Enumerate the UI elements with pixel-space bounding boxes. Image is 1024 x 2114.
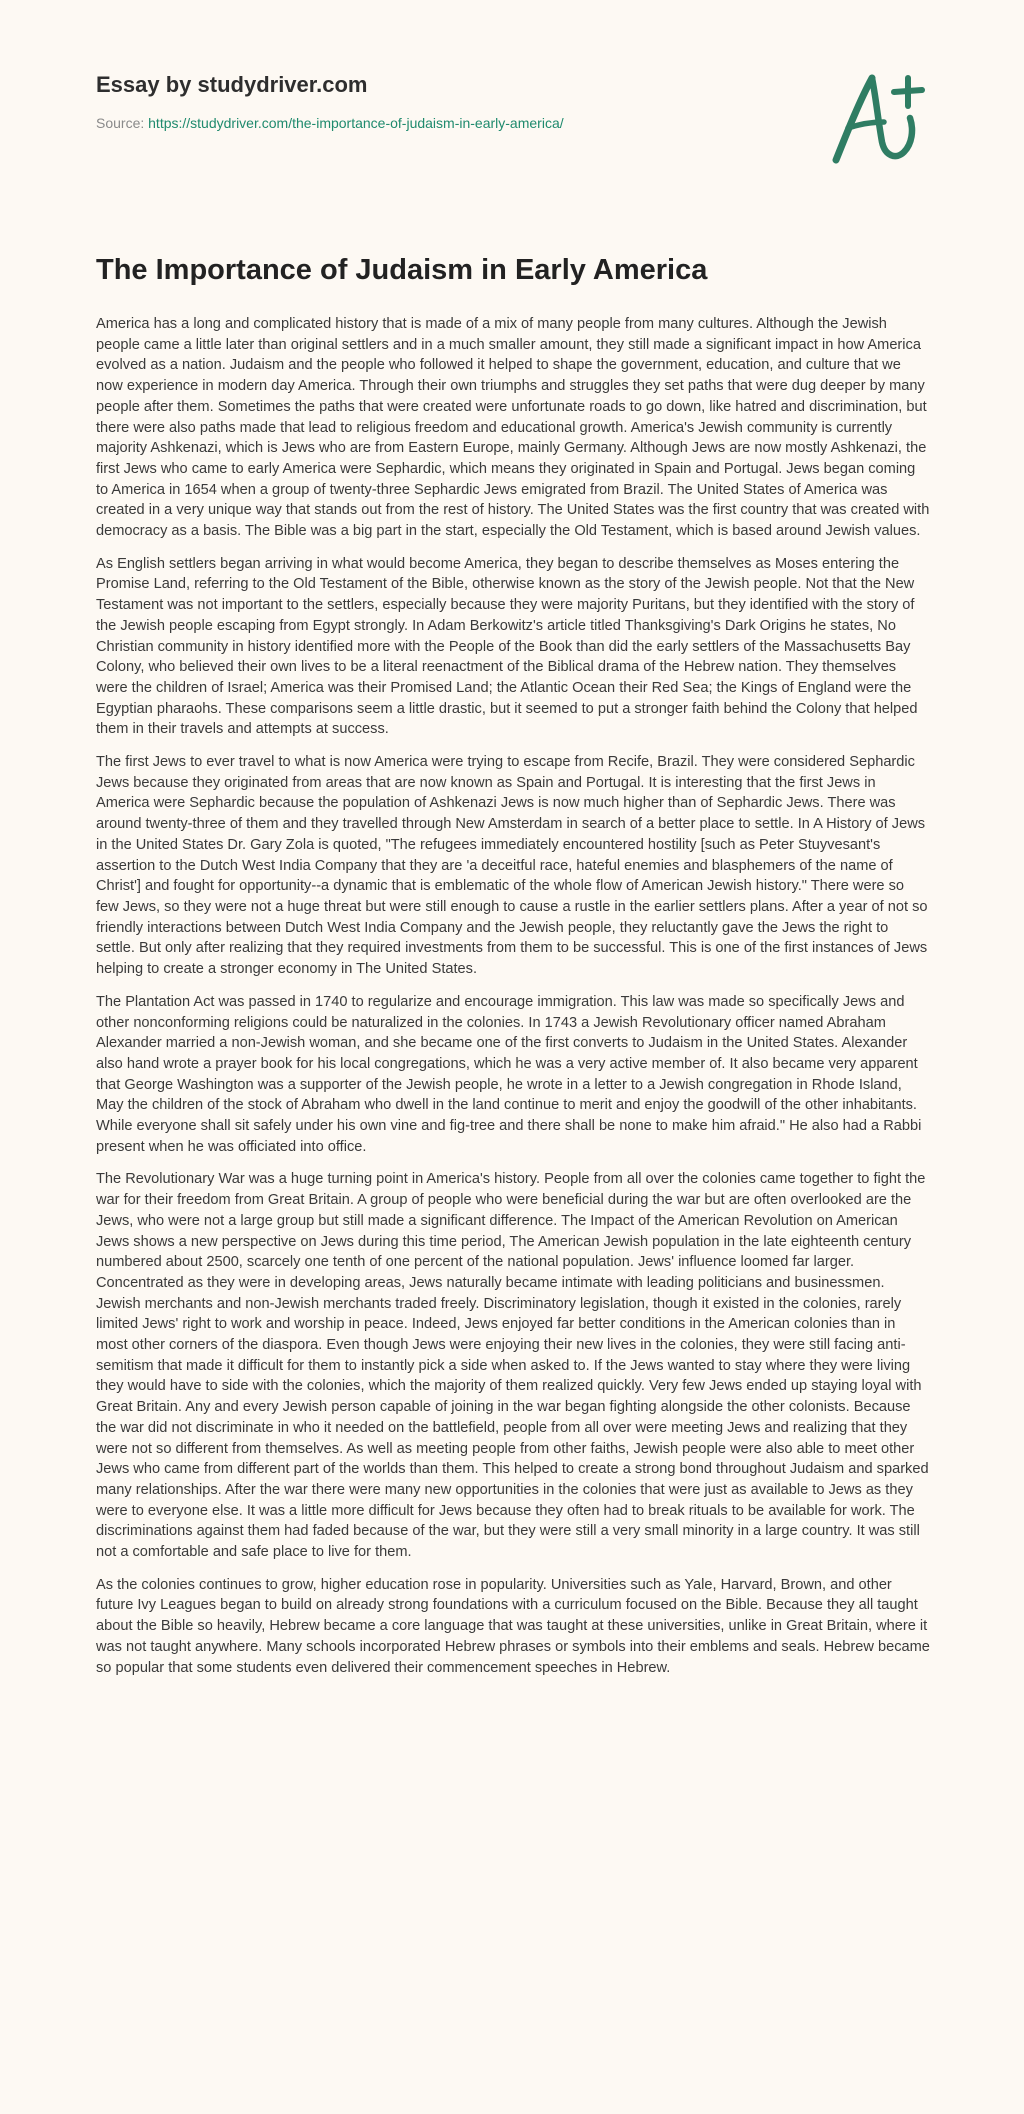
- essay-paragraph: The first Jews to ever travel to what is now America were trying to escape from Recife, Brazil. They were considered Sephardic Jews because they originated from areas that are now known as Spain and Portugal. It is interesting that the first Jews in America were Sephardic because the population of Ashkenazi Jews is now much higher than of Sephardic Jews. There was around twenty-three of them and they travelled through New Amsterdam in search of a better place to settle. In A History of Jews in the United States Dr. Gary Zola is quoted, "The refugees immediately encountered hostility [such as Peter Stuyvesant's assertion to the Dutch West India Company that they are 'a deceitful race, hateful enemies and blasphemers of the name of Christ'] and fought for opportunity--a dynamic that is emblematic of the whole flow of American Jewish history." There were so few Jews, so they were not a huge threat but were still enough to cause a rustle in the earlier settlers plans. After a year of not so friendly interactions between Dutch West India Company and the Jewish people, they reluctantly gave the Jews the right to settle. But only after realizing that they required investments from them to be successful. This is one of the first instances of Jews helping to create a stronger economy in The United States.: [96, 754, 928, 978]
- a-plus-logo-icon: [822, 68, 934, 168]
- source-line: [96, 114, 856, 132]
- essay-paragraph: The Plantation Act was passed in 1740 to regularize and encourage immigration. This law was made so specifically Jews and other nonconforming religions could be naturalized in the colonies. In 1743 a Jewish Revolutionary officer named Abraham Alexander married a non-Jewish woman, and she became one of the first converts to Judaism in the United States. Alexander also hand wrote a prayer book for his local congregations, which he was a very active member of. It also became very apparent that George Washington was a supporter of the Jewish people, he wrote in a letter to a Jewish congregation in Rhode Island, May the children of the stock of Abraham who dwell in the land continue to merit and enjoy the goodwill of the other inhabitants. While everyone shall sit safely under his own vine and fig-tree and there shall be none to make him afraid." He also had a Rabbi present when he was officiated into office.: [96, 993, 922, 1155]
- essay-paragraph: The Revolutionary War was a huge turning point in America's history. People from all over the colonies came together to fight the war for their freedom from Great Britain. A group of people who were beneficial during the war but are often overlooked are the Jews, who were not a large group but still made a significant difference. The Impact of the American Revolution on American Jews shows a new perspective on Jews during this time period, The American Jewish population in the late eighteenth century numbered about 2500, scarcely one tenth of one percent of the national population. Jews' influence loomed far larger. Concentrated as they were in developing areas, Jews naturally became intimate with leading politicians and businessmen. Jewish merchants and non-Jewish merchants traded freely. Discriminatory legislation, though it existed in the colonies, rarely limited Jews' right to work and worship in peace. Indeed, Jews enjoyed far better conditions in the American colonies than in most other corners of the diaspora. Even though Jews were enjoying their new lives in the colonies, they were still facing anti-semitism that made it difficult for them to instantly pick a side when asked to. If the Jews wanted to stay where they were living they would have to side with the colonies, which the majority of them realized quickly. Very few Jews ended up staying loyal with Great Britain. Any and every Jewish person capable of joining in the war began fighting alongside the other colonists. Because the war did not discriminate in who it needed on the battlefield, people from all over were meeting Jews and realizing that they were not so different from themselves. As well as meeting people from other faiths, Jewish people were also able to meet other Jews who came from different part of the worlds than them. This helped to create a strong bond throughout Judaism and sparked many relationships. After the war there were many new opportunities in the colonies that were just as available to Jews as they were to everyone else. It was a little more difficult for Jews because they often had to break rituals to be available for work. The discriminations against them had faded because of the war, but they were still a very small minority in a large country. It was still not a comfortable and safe place to live for them.: [96, 1171, 929, 1561]
- source-link[interactable]: https://studydriver.com/the-importance-of-judaism-in-early-america/: [148, 115, 564, 131]
- essay-paragraph: As the colonies continues to grow, higher education rose in popularity. Universities such as Yale, Harvard, Brown, and other future Ivy Leagues began to build on already strong foundations with a curriculum focused on the Bible. Because they all taught about the Bible so heavily, Hebrew became a core language that was taught at these universities, unlike in Great Britain, where it was not taught anywhere. Many schools incorporated Hebrew phrases or symbols into their emblems and seals. Hebrew became so popular that some students even delivered their commencement speeches in Hebrew.: [96, 1576, 930, 1676]
- essay-paragraph: As English settlers began arriving in what would become America, they began to describe themselves as Moses entering the Promise Land, referring to the Old Testament of the Bible, otherwise known as the story of the Jewish people. Not that the New Testament was not important to the settlers, especially because they were majority Puritans, but they identified with the story of the Jewish people escaping from Egypt strongly. In Adam Berkowitz's article titled Thanksgiving's Dark Origins he states, No Christian community in history identified more with the People of the Book than did the early settlers of the Massachusetts Bay Colony, who believed their own lives to be a literal reenactment of the Biblical drama of the Hebrew nation. They themselves were the children of Israel; America was their Promised Land; the Atlantic Ocean their Red Sea; the Kings of England were the Egyptian pharaohs. These comparisons seem a little drastic, but it seemed to put a stronger faith behind the Colony that helped them in their travels and attempts at success.: [96, 555, 918, 738]
- site-title: Essay by studydriver.com: [96, 72, 368, 97]
- page-header: [96, 70, 856, 132]
- source-label: Source:: [96, 115, 149, 131]
- essay-paragraph: America has a long and complicated history that is made of a mix of many people from many cultures. Although the Jewish people came a little later than original settlers and in a much smaller amount, they still made a significant impact in how America evolved as a nation. Judaism and the people who followed it helped to shape the government, education, and culture that we now experience in modern day America. Through their own triumphs and struggles they set paths that were dug deeper by many people after them. Sometimes the paths that were created were unfortunate roads to go down, like hatred and discrimination, but there were also paths made that lead to religious freedom and educational growth. America's Jewish community is currently majority Ashkenazi, which is Jews who are from Eastern Europe, mainly Germany. Although Jews are now mostly Ashkenazi, the first Jews who came to early America were Sephardic, which means they originated in Spain and Portugal. Jews began coming to America in 1654 when a group of twenty-three Sephardic Jews emigrated from Brazil. The United States of America was created in a very unique way that stands out from the rest of history. The United States was the first country that was created with democracy as a basis. The Bible was a big part in the start, especially the Old Testament, which is based around Jewish values.: [96, 316, 930, 540]
- essay-title: The Importance of Judaism in Early America: [96, 254, 708, 286]
- essay-article: [96, 252, 930, 1690]
